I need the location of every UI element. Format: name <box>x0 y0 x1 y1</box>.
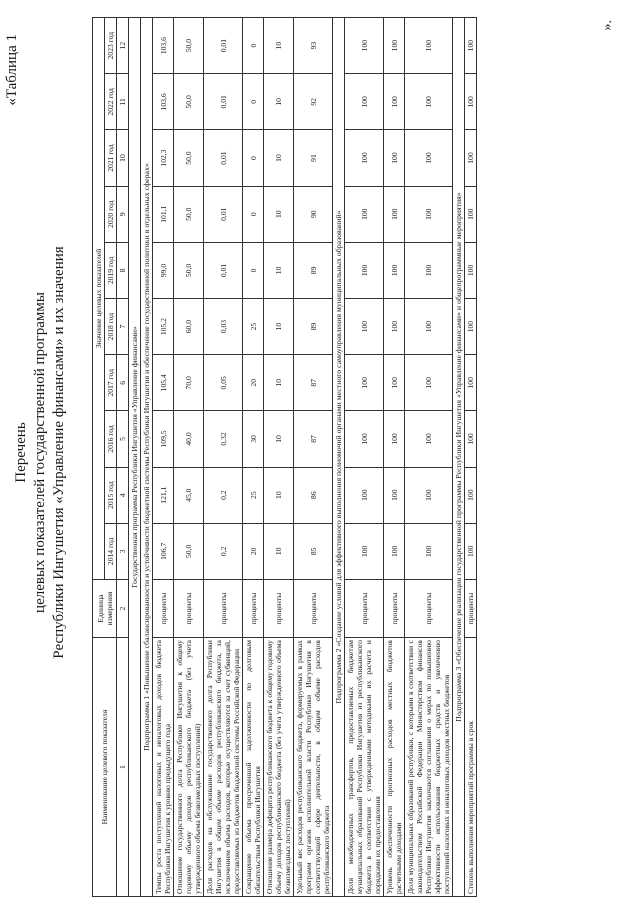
indicator-value: 100 <box>405 523 453 579</box>
indicator-value: 100 <box>345 242 384 298</box>
indicator-unit: проценты <box>174 579 204 637</box>
indicator-value: 0 <box>243 242 264 298</box>
table-row <box>405 18 453 897</box>
indicator-value: 50,0 <box>174 523 204 579</box>
year-header: 2022 год <box>105 74 117 130</box>
indicator-value: 102,3 <box>153 130 174 186</box>
year-header: 2018 год <box>105 299 117 355</box>
indicator-name: Темпы роста поступлений налоговых и неналоговых доходов бюджета Республики Ингушетия к уровню предыдущего года <box>153 638 174 897</box>
indicator-value: 100 <box>345 130 384 186</box>
indicators-table-container <box>92 17 477 897</box>
indicator-value: 0,2 <box>204 523 243 579</box>
table-row <box>153 18 174 897</box>
col-number: 5 <box>117 411 129 467</box>
year-header: 2023 год <box>105 18 117 74</box>
col-number: 9 <box>117 186 129 242</box>
indicator-value: 0,01 <box>204 74 243 130</box>
indicator-value: 100 <box>384 523 405 579</box>
col-number: 7 <box>117 299 129 355</box>
indicator-value: 100 <box>405 130 453 186</box>
year-header: 2016 год <box>105 411 117 467</box>
indicator-name: Степень выполнения мероприятий программы в срок <box>465 638 477 897</box>
indicator-value: 25 <box>243 299 264 355</box>
indicator-value: 10 <box>264 18 294 74</box>
indicator-value: 100 <box>405 74 453 130</box>
title-line-3: Республики Ингушетия «Управление финансами» и их значения <box>51 246 67 659</box>
indicator-value: 100 <box>345 18 384 74</box>
indicator-value: 89 <box>294 242 333 298</box>
indicator-unit: проценты <box>153 579 174 637</box>
indicator-value: 100 <box>384 18 405 74</box>
closing-mark: ». <box>600 20 615 31</box>
table-row <box>264 18 294 897</box>
indicator-value: 0,03 <box>204 299 243 355</box>
indicator-value: 10 <box>264 411 294 467</box>
indicator-name: Сокращение объема просроченной задолженности по долговым обязательствам Республики Ингушетия <box>243 638 264 897</box>
indicator-unit: проценты <box>243 579 264 637</box>
indicator-value: 100 <box>405 242 453 298</box>
indicator-value: 100 <box>465 74 477 130</box>
subprogram-2-row <box>333 18 345 897</box>
indicator-value: 91 <box>294 130 333 186</box>
col-number: 3 <box>117 523 129 579</box>
indicator-unit: проценты <box>384 579 405 637</box>
year-header: 2019 год <box>105 242 117 298</box>
header-values-group: Значение целевых показателей <box>93 18 105 580</box>
indicator-value: 10 <box>264 74 294 130</box>
indicator-value: 10 <box>264 130 294 186</box>
indicator-value: 100 <box>384 411 405 467</box>
indicator-value: 103,6 <box>153 18 174 74</box>
indicator-value: 121,1 <box>153 467 174 523</box>
indicator-value: 50,0 <box>174 18 204 74</box>
indicator-unit: проценты <box>345 579 384 637</box>
indicator-value: 0,05 <box>204 355 243 411</box>
indicator-value: 89 <box>294 299 333 355</box>
indicator-value: 90 <box>294 186 333 242</box>
indicator-value: 100 <box>345 355 384 411</box>
table-row <box>345 18 384 897</box>
indicator-unit: проценты <box>204 579 243 637</box>
subprogram-3-title: Подпрограмма 3 «Обеспечение реализации государственной программы Республики Ингушетия «Управление финансами» и общепрограммные мероприятия» <box>453 18 465 897</box>
indicator-value: 87 <box>294 355 333 411</box>
indicator-value: 50,0 <box>174 186 204 242</box>
indicator-value: 109,5 <box>153 411 174 467</box>
indicator-value: 101,1 <box>153 186 174 242</box>
indicator-unit: проценты <box>405 579 453 637</box>
indicator-value: 10 <box>264 299 294 355</box>
indicator-value: 87 <box>294 411 333 467</box>
table-row <box>384 18 405 897</box>
indicator-value: 93 <box>294 18 333 74</box>
indicator-value: 100 <box>345 523 384 579</box>
table-body <box>129 18 477 897</box>
indicator-value: 100 <box>405 18 453 74</box>
indicator-value: 99,0 <box>153 242 174 298</box>
indicator-value: 50,0 <box>174 130 204 186</box>
year-header: 2017 год <box>105 355 117 411</box>
col-number: 1 <box>117 638 129 897</box>
indicator-value: 100 <box>345 74 384 130</box>
indicator-value: 25 <box>243 467 264 523</box>
indicator-value: 85 <box>294 523 333 579</box>
year-header: 2020 год <box>105 186 117 242</box>
indicator-value: 10 <box>264 467 294 523</box>
subprogram-2-title: Подпрограмма 2 «Создание условий для эффективного выполнения полномочий органами местного самоуправления муниципальных образований» <box>333 18 345 897</box>
indicator-value: 100 <box>345 467 384 523</box>
indicator-value: 40,0 <box>174 411 204 467</box>
indicators-table <box>92 17 477 897</box>
year-header: 2015 год <box>105 467 117 523</box>
indicator-value: 86 <box>294 467 333 523</box>
indicator-value: 0,01 <box>204 18 243 74</box>
table-row <box>174 18 204 897</box>
program-title-row <box>129 18 141 897</box>
header-name: Наименование целевого показателя <box>93 638 117 897</box>
indicator-value: 100 <box>465 299 477 355</box>
indicator-name: Доля межбюджетных трансфертов, предоставляемых бюджетам муниципальных образований Республики Ингушетия из республиканского бюджета в соответствии с утвержденными методиками их расчета и порядками их предоставления <box>345 638 384 897</box>
indicator-value: 100 <box>384 242 405 298</box>
column-numbers-row <box>117 18 129 897</box>
indicator-value: 60,0 <box>174 299 204 355</box>
indicator-value: 0 <box>243 130 264 186</box>
col-number: 2 <box>117 579 129 637</box>
indicator-value: 20 <box>243 523 264 579</box>
col-number: 12 <box>117 18 129 74</box>
col-number: 4 <box>117 467 129 523</box>
indicator-value: 100 <box>465 355 477 411</box>
table-label: «Таблица 1 <box>4 34 20 106</box>
col-number: 11 <box>117 74 129 130</box>
indicator-value: 50,0 <box>174 242 204 298</box>
indicator-name: Уровень обеспеченности прогнозных расходов местных бюджетов расчетными доходами <box>384 638 405 897</box>
indicator-value: 100 <box>405 355 453 411</box>
table-row <box>294 18 333 897</box>
indicator-value: 0,32 <box>204 411 243 467</box>
indicator-value: 100 <box>384 130 405 186</box>
indicator-value: 100 <box>384 355 405 411</box>
indicator-value: 106,7 <box>153 523 174 579</box>
indicator-value: 45,0 <box>174 467 204 523</box>
indicator-value: 100 <box>384 467 405 523</box>
title-line-2: целевых показателей государственной программы <box>32 292 48 613</box>
indicator-value: 0,01 <box>204 186 243 242</box>
indicator-value: 0 <box>243 186 264 242</box>
indicator-value: 100 <box>345 186 384 242</box>
indicator-value: 10 <box>264 355 294 411</box>
indicator-value: 105,2 <box>153 299 174 355</box>
indicator-unit: проценты <box>294 579 333 637</box>
table-row <box>465 18 477 897</box>
indicator-value: 0 <box>243 74 264 130</box>
indicator-unit: проценты <box>465 579 477 637</box>
subprogram-3-row <box>453 18 465 897</box>
col-number: 10 <box>117 130 129 186</box>
indicator-value: 10 <box>264 523 294 579</box>
indicator-name: Отношение государственного долга Республики Ингушетия к общему годовому объему доходов республиканского бюджета (без учета утвержденного объема безвозмездных поступлений) <box>174 638 204 897</box>
indicator-value: 100 <box>465 186 477 242</box>
indicator-name: Отношение размера дефицита республиканского бюджета к общему годовому объему доходов республиканского бюджета (без учета утвержденного объема безвозмездных поступлений) <box>264 638 294 897</box>
indicator-value: 100 <box>405 186 453 242</box>
indicator-value: 0 <box>243 18 264 74</box>
indicator-value: 100 <box>465 242 477 298</box>
indicator-value: 105,4 <box>153 355 174 411</box>
table-row <box>204 18 243 897</box>
indicator-value: 100 <box>465 467 477 523</box>
indicator-value: 100 <box>384 186 405 242</box>
indicator-value: 100 <box>405 467 453 523</box>
title-line-1: Перечень <box>13 422 29 483</box>
indicator-value: 50,0 <box>174 74 204 130</box>
table-row <box>243 18 264 897</box>
indicator-value: 100 <box>405 299 453 355</box>
indicator-name: Доля расходов на обслуживание государственного долга Республики Ингушетия в общем объеме расходов республиканского бюджета, за исключением объема расходов, которые осуществляются за счет субвенций, предоставляемых из бюджетов бюджетной системы Российской Федерации <box>204 638 243 897</box>
year-header: 2021 год <box>105 130 117 186</box>
header-unit: Единица измерения <box>93 579 117 637</box>
year-header: 2014 год <box>105 523 117 579</box>
indicator-value: 100 <box>384 299 405 355</box>
indicator-value: 0,01 <box>204 242 243 298</box>
document-header <box>12 0 69 905</box>
indicator-value: 20 <box>243 355 264 411</box>
indicator-value: 103,6 <box>153 74 174 130</box>
indicator-value: 100 <box>405 411 453 467</box>
indicator-value: 100 <box>465 18 477 74</box>
indicator-unit: проценты <box>264 579 294 637</box>
subprogram-1-title: Подпрограмма 1 «Повышение сбалансированности и устойчивости бюджетной системы Республики Ингушетия и обеспечение государственной политики в отдельных сферах» <box>141 18 153 897</box>
indicator-value: 100 <box>345 299 384 355</box>
program-title: Государственная программа Республики Ингушетия «Управление финансами» <box>129 18 141 897</box>
indicator-value: 100 <box>384 74 405 130</box>
indicator-value: 70,0 <box>174 355 204 411</box>
indicator-name: Удельный вес расходов республиканского бюджета, формируемых в рамках программ органов исполнительной власти Республики Ингушетия в соответствующей сфере деятельности, в общем объеме расходов республиканского бюджета <box>294 638 333 897</box>
indicator-value: 0,01 <box>204 130 243 186</box>
indicator-value: 100 <box>465 523 477 579</box>
subprogram-1-row <box>141 18 153 897</box>
col-number: 8 <box>117 242 129 298</box>
indicator-value: 92 <box>294 74 333 130</box>
indicator-value: 100 <box>465 411 477 467</box>
indicator-value: 0,2 <box>204 467 243 523</box>
indicator-value: 100 <box>345 411 384 467</box>
indicator-value: 100 <box>465 130 477 186</box>
header-row-1 <box>93 18 105 897</box>
indicator-value: 30 <box>243 411 264 467</box>
indicator-name: Доля муниципальных образований республики, с которыми в соответствии с законодательством Российской Федерации Министерством финансов Республики Ингушетия заключаются соглашения о мерах по повышению эффективности использования бюджетных средств и увеличению поступлений налоговых и неналоговых доходов местных бюджетов <box>405 638 453 897</box>
indicator-value: 10 <box>264 242 294 298</box>
col-number: 6 <box>117 355 129 411</box>
indicator-value: 10 <box>264 186 294 242</box>
